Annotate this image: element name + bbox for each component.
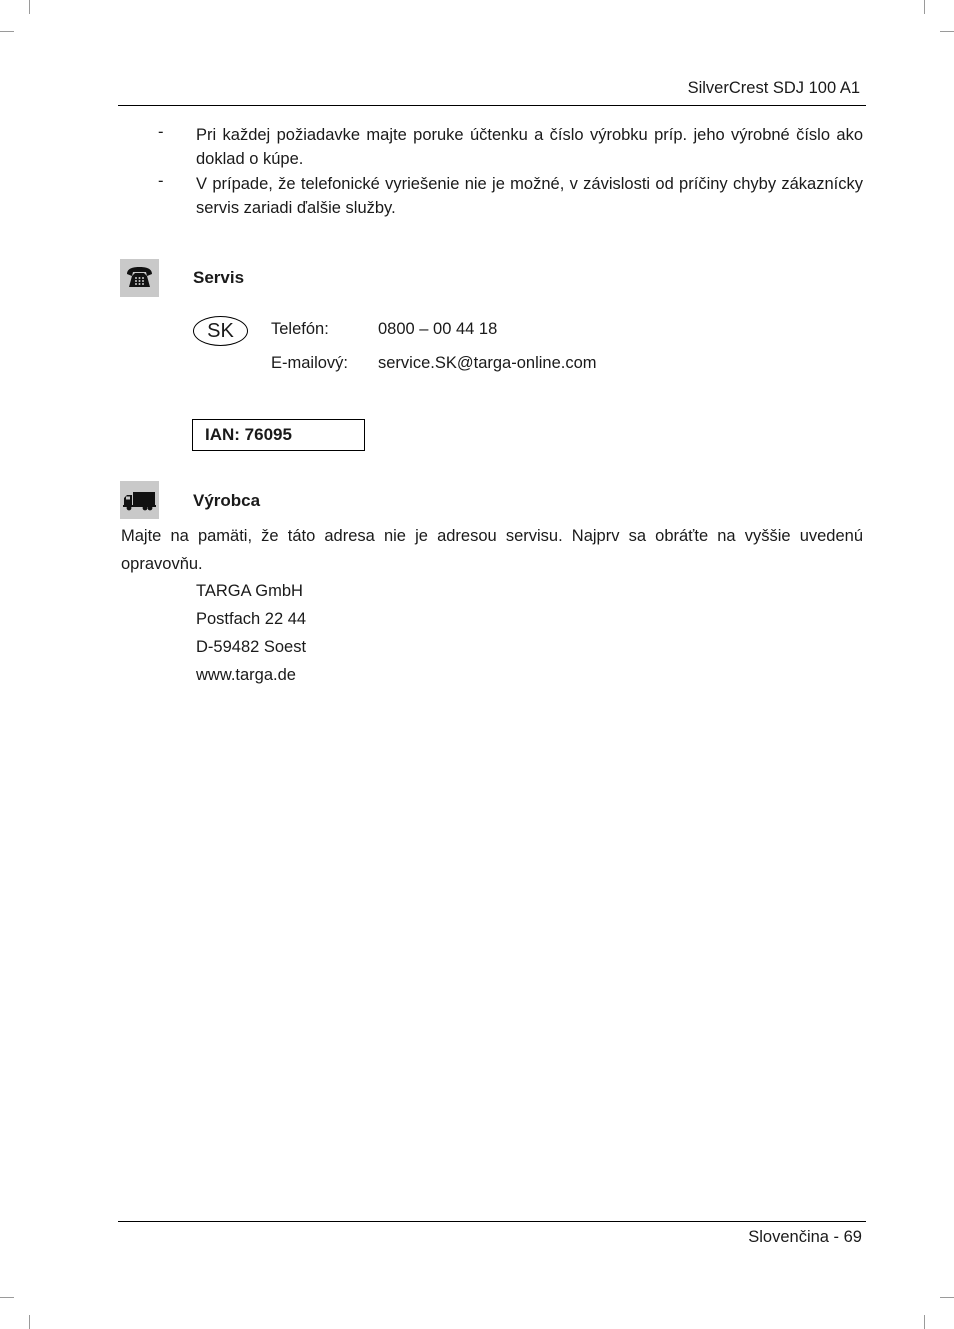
crop-mark-top-left-v [29, 0, 30, 14]
footer-rule [118, 1221, 866, 1222]
email-label: E-mailový: [271, 354, 349, 372]
crop-mark-top-right-h [940, 31, 954, 32]
address-company: TARGA GmbH [196, 582, 303, 600]
manufacturer-heading: Výrobca [193, 491, 261, 510]
crop-mark-top-left-h [0, 31, 14, 32]
telephone-icon [120, 259, 159, 297]
crop-mark-top-right-v [924, 0, 925, 14]
bullet-line: Pri každej požiadavke majte poruke účtenku a číslo výrobku príp. jeho výrobné číslo ako [196, 126, 863, 144]
address-postbox: Postfach 22 44 [196, 610, 307, 628]
bullet-item-services [196, 172, 863, 220]
crop-mark-bottom-right-h [940, 1297, 954, 1298]
bullet-dash: - [158, 172, 164, 190]
country-badge-sk: SK [193, 316, 248, 346]
address-city: D-59482 Soest [196, 638, 307, 656]
bullet-line: servis zariadi ďalšie služby. [196, 199, 396, 217]
email-address: service.SK@targa-online.com [378, 354, 597, 372]
truck-icon [120, 481, 159, 519]
phone-number: 0800 – 00 44 18 [378, 320, 498, 338]
bullet-line: doklad o kúpe. [196, 150, 304, 168]
manufacturer-note [121, 522, 863, 578]
note-line: opravovňu. [121, 555, 203, 573]
ian-box: IAN: 76095 [192, 419, 365, 451]
note-line: Majte na pamäti, že táto adresa nie je adresou servisu. Najprv sa obráťte na vyššie uvedenú [121, 527, 863, 545]
crop-mark-bottom-left-h [0, 1297, 14, 1298]
crop-mark-bottom-right-v [924, 1315, 925, 1329]
phone-label: Telefón: [271, 320, 329, 338]
bullet-dash: - [158, 123, 164, 141]
page-number: Slovenčina - 69 [748, 1228, 862, 1246]
servis-heading: Servis [193, 268, 245, 287]
header-product-name: SilverCrest SDJ 100 A1 [687, 79, 860, 97]
address-website: www.targa.de [196, 666, 296, 684]
bullet-line: V prípade, že telefonické vyriešenie nie je možné, v závislosti od príčiny chyby zákaznícky [196, 175, 863, 193]
crop-mark-bottom-left-v [29, 1315, 30, 1329]
bullet-item-receipt [196, 123, 863, 171]
header-rule [118, 105, 866, 106]
